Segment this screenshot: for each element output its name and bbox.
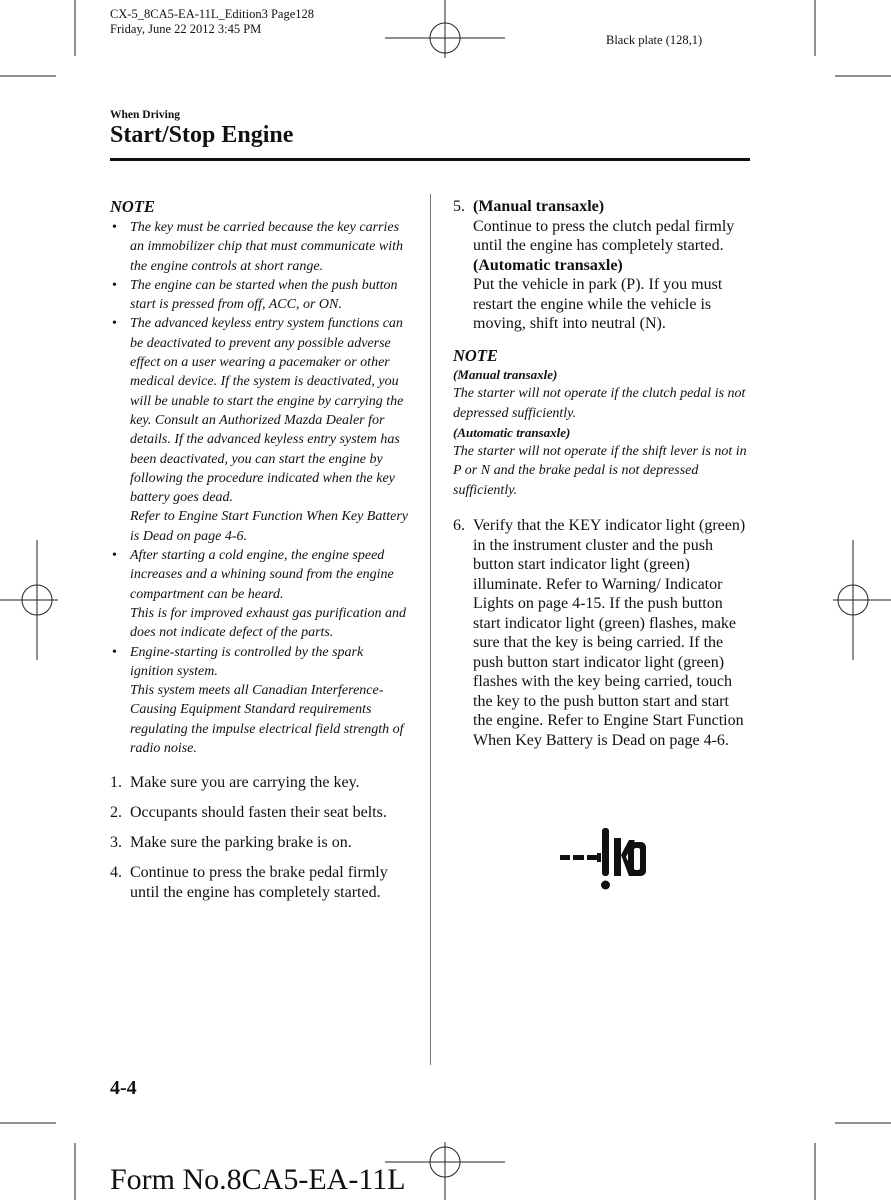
step-5 (453, 197, 750, 334)
note-automatic-label: (Automatic transaxle) (453, 424, 571, 440)
step-number: 6. (453, 517, 465, 535)
note-bullet: • The advanced keyless entry system functions can be deactivated to prevent any possible adverse effect on a user wearing a pacemaker or other medical device. If the system is deactivated, you will be unable to start the engine by carrying the key. Consult an Authorized Mazda Dealer for details. If the advanced keyless entry system has been deactivated, you can start the engine by following the procedure indicated when the key battery goes dead. Refer to Engine Start Function When Key Battery is Dead on page 4-6. (110, 314, 410, 546)
title-rule (110, 158, 750, 161)
left-column (110, 197, 410, 913)
note-automatic-text: The starter will not operate if the shift lever is not in P or N and the brake pedal is not depressed sufficiently. (453, 444, 747, 498)
step-item: 4. Continue to press the brake pedal firmly until the engine has completely started. (110, 864, 388, 901)
note-bullet: • Engine-starting is controlled by the spark ignition system. This system meets all Canadian Interference-Causing Equipment Standard requirements regulating the impulse electrical field strength of radio noise. (110, 643, 410, 759)
note-manual-label: (Manual transaxle) (453, 367, 558, 382)
automatic-transaxle-label: (Automatic transaxle) (473, 256, 623, 274)
page-title: Start/Stop Engine (110, 122, 294, 148)
note-bullet-continuation: This system meets all Canadian Interference-Causing Equipment Standard requirements regulating the impulse electrical field strength of radio noise. (130, 683, 404, 757)
procedure-steps (110, 773, 390, 902)
note-bullet: • The key must be carried because the key carries an immobilizer chip that must communicate with the engine controls at short range. (110, 218, 410, 276)
automatic-transaxle-text: Put the vehicle in park (P). If you must restart the engine while the vehicle is moving, shift into neutral (N). (473, 276, 723, 332)
right-column (453, 197, 750, 750)
note-heading: NOTE (110, 197, 155, 216)
form-number: Form No.8CA5-EA-11L (110, 1163, 406, 1196)
note-bullet: • After starting a cold engine, the engine speed increases and a whining sound from the engine compartment can be heard. This is for improved exhaust gas purification and does not indicate defect of the parts. (110, 546, 410, 642)
step-6-text: Verify that the KEY indicator light (green) in the instrument cluster and the push button start indicator light (green) illuminate. Refer to Warning/ Indicator Lights on page 4-15. If the push button start indicator light (green) flashes, make sure that the key is being carried. If the push button start indicator light (green) flashes with the key being carried, touch the key to the push button start and start the engine. Refer to Engine Start Function When Key Battery is Dead on page 4-6. (473, 517, 746, 749)
date-line: Friday, June 22 2012 3:45 PM (110, 22, 262, 36)
note-bullet-continuation: This is for improved exhaust gas purification and does not indicate defect of the parts. (130, 605, 406, 641)
note-bullet-continuation: Refer to Engine Start Function When Key Battery is Dead on page 4-6. (130, 509, 408, 544)
manual-transaxle-text: Continue to press the clutch pedal firmly until the engine has completely started. (473, 217, 735, 254)
column-divider (430, 194, 431, 1065)
manual-transaxle-label: (Manual transaxle) (473, 198, 605, 215)
file-info-line: CX-5_8CA5-EA-11L_Edition3 Page128 (110, 7, 315, 21)
step-item: 2. Occupants should fasten their seat belts. (110, 804, 387, 822)
step-item: 3. Make sure the parking brake is on. (110, 834, 352, 852)
note-heading: NOTE (453, 345, 498, 365)
right-note (453, 346, 750, 501)
step-number: 5. (453, 198, 465, 215)
page-number: 4-4 (110, 1077, 137, 1099)
note-bullet: • The engine can be started when the push button start is pressed from off, ACC, or ON. (110, 276, 410, 315)
note-manual-text: The starter will not operate if the clutch pedal is not depressed sufficiently. (453, 386, 746, 421)
step-6 (453, 516, 750, 750)
section-label: When Driving (110, 109, 180, 121)
step-item: 1. Make sure you are carrying the key. (110, 774, 360, 792)
note-bullet-list (110, 218, 410, 758)
key-indicator-icon (556, 824, 648, 892)
plate-label: Black plate (128,1) (606, 33, 703, 47)
